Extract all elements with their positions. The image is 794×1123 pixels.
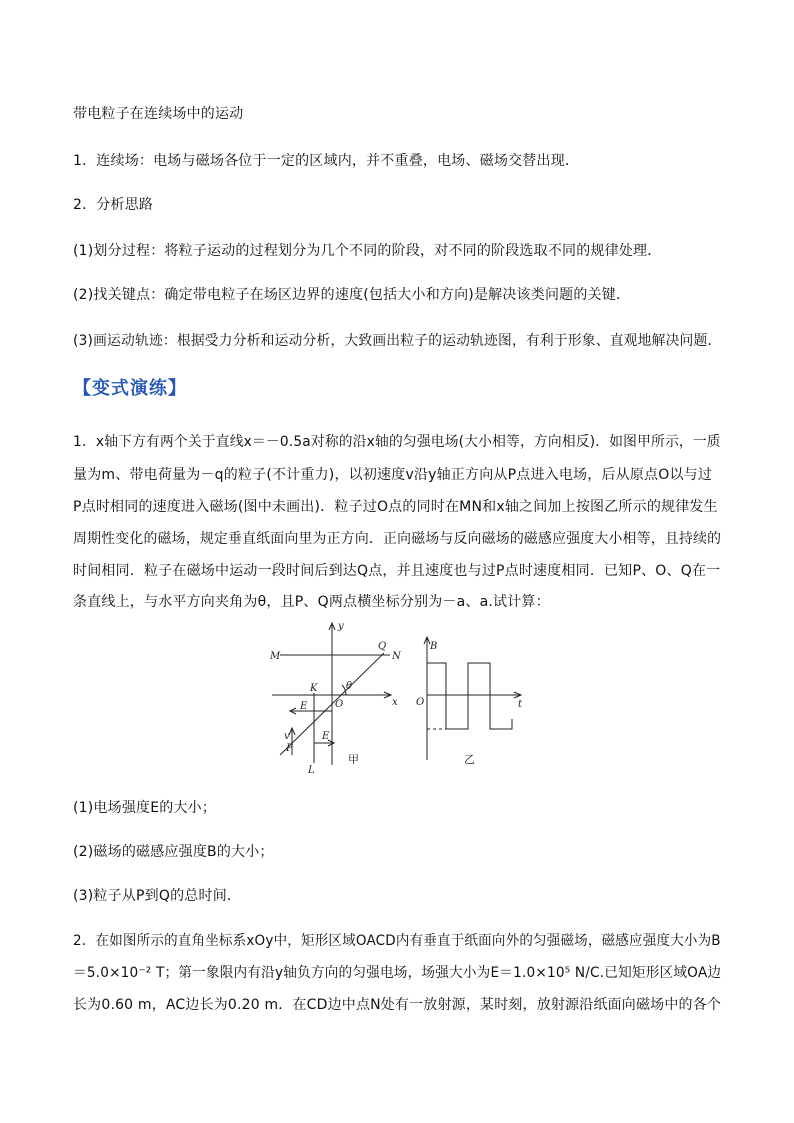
intro-paragraph-3: (1)划分过程：将粒子运动的过程划分为几个不同的阶段，对不同的阶段选取不同的规律处理． xyxy=(73,243,662,259)
question-1-line-4: 周期性变化的磁场，规定垂直纸面向里为正方向．正向磁场与反向磁场的磁感应强度大小相等，且持续的 xyxy=(73,531,722,547)
label-o-jia: O xyxy=(335,699,344,710)
label-x: x xyxy=(392,697,398,708)
label-v: v xyxy=(284,731,290,742)
intro-paragraph-5: (3)画运动轨迹：根据受力分析和运动分析，大致画出粒子的运动轨迹图，有利于形象、直观地解决问题． xyxy=(73,333,722,349)
label-t: t xyxy=(518,699,523,710)
physics-diagram xyxy=(262,615,542,775)
caption-jia: 甲 xyxy=(348,753,359,766)
question-1-sub-3: (3)粒子从P到Q的总时间． xyxy=(73,888,242,904)
label-y: y xyxy=(338,621,344,632)
question-2-line-3: 长为0.60 m，AC边长为0.20 m．在CD边中点N处有一放射源，某时刻，放射源沿纸面向磁场中的各个 xyxy=(73,997,722,1013)
b-t-waveform xyxy=(427,663,512,729)
intro-paragraph-2: 2．分析思路 xyxy=(73,197,154,213)
label-e-upper: E xyxy=(300,701,308,712)
label-k: K xyxy=(310,683,318,694)
label-m: M xyxy=(270,651,281,662)
label-n: N xyxy=(392,651,401,662)
label-b: B xyxy=(430,641,438,652)
caption-yi: 乙 xyxy=(464,753,475,766)
question-1-line-6: 条直线上，与水平方向夹角为θ，且P、Q两点横坐标分别为－a、a.试计算： xyxy=(73,594,550,610)
label-e-lower: E xyxy=(322,731,330,742)
intro-title: 带电粒子在连续场中的运动 xyxy=(73,106,244,122)
question-1-sub-1: (1)电场强度E的大小； xyxy=(73,800,217,816)
label-theta: θ xyxy=(346,681,353,692)
question-1-sub-2: (2)磁场的磁感应强度B的大小； xyxy=(73,844,274,860)
question-2-line-1: 2．在如图所示的直角坐标系xOy中，矩形区域OACD内有垂直于纸面向外的匀强磁场，磁感应强度大小为B xyxy=(73,933,721,949)
question-1-line-3: P点时相同的速度进入磁场(图中未画出)．粒子过O点的同时在MN和x轴之间加上按图乙所示的规律发生 xyxy=(73,499,718,515)
question-2-line-2: ＝5.0×10⁻² T；第一象限内有沿y轴负方向的匀强电场，场强大小为E＝1.0×10⁵ N/C.已知矩形区域OA边 xyxy=(73,965,722,981)
intro-paragraph-1: 1．连续场：电场与磁场各位于一定的区域内，并不重叠，电场、磁场交替出现． xyxy=(73,153,580,169)
section-title: 【变式演练】 xyxy=(73,378,187,399)
label-p: P xyxy=(286,743,293,754)
question-1-line-5: 时间相同．粒子在磁场中运动一段时间后到达Q点，并且速度也与过P点时速度相同．已知P、O、Q在一 xyxy=(73,563,721,579)
question-1-line-1: 1．x轴下方有两个关于直线x＝－0.5a对称的沿x轴的匀强电场(大小相等，方向相反)．如图甲所示，一质 xyxy=(73,434,721,450)
intro-paragraph-4: (2)找关键点：确定带电粒子在场区边界的速度(包括大小和方向)是解决该类问题的关键． xyxy=(73,287,631,303)
label-o-yi: O xyxy=(416,697,425,708)
figure-jia-yi xyxy=(262,615,542,779)
label-q: Q xyxy=(378,641,387,652)
label-l: L xyxy=(308,765,315,775)
question-1-line-2: 量为m、带电荷量为－q的粒子(不计重力)，以初速度v沿y轴正方向从P点进入电场，后从原点O以与过 xyxy=(73,467,713,483)
